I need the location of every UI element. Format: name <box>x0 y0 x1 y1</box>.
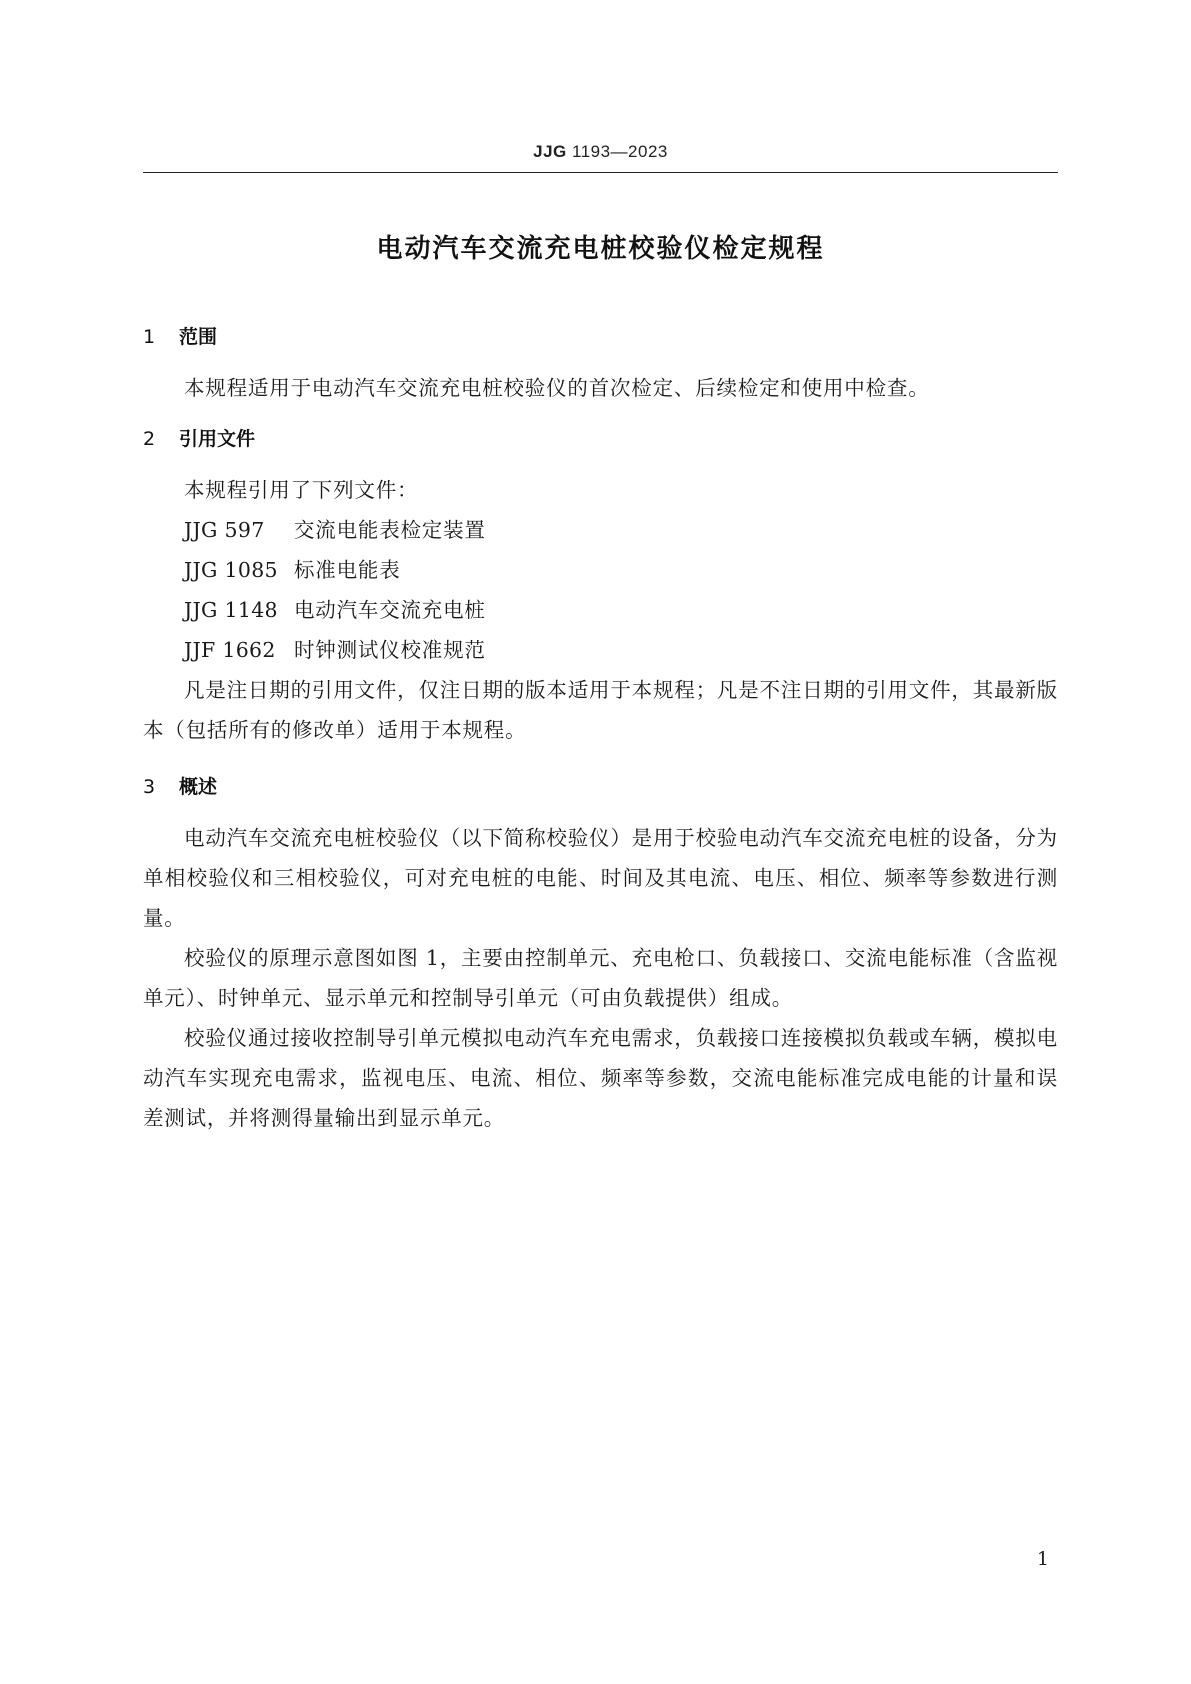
references-note: 凡是注日期的引用文件，仅注日期的版本适用于本规程；凡是不注日期的引用文件，其最新版本（包括所有的修改单）适用于本规程。 <box>143 678 1058 742</box>
section-number: 1 <box>143 326 156 348</box>
reference-name: 时钟测试仪校准规范 <box>294 638 486 662</box>
document-body <box>143 320 1058 1138</box>
reference-name: 标准电能表 <box>294 558 401 582</box>
reference-item <box>143 510 1058 550</box>
overview-paragraph: 校验仪的原理示意图如图 1，主要由控制单元、充电枪口、负载接口、交流电能标准（含监视单元）、时钟单元、显示单元和控制导引单元（可由负载提供）组成。 <box>143 946 1058 1010</box>
standard-code-number: 1193—2023 <box>572 142 668 161</box>
reference-code: JJF 1662 <box>184 638 276 662</box>
section-number: 3 <box>143 776 156 798</box>
scope-paragraph: 本规程适用于电动汽车交流充电桩校验仪的首次检定、后续检定和使用中检查。 <box>184 376 930 400</box>
page-number: 1 <box>1036 1548 1049 1570</box>
document-title: 电动汽车交流充电桩校验仪检定规程 <box>376 234 825 264</box>
overview-paragraph: 电动汽车交流充电桩校验仪（以下简称校验仪）是用于校验电动汽车交流充电桩的设备，分为单相校验仪和三相校验仪，可对充电桩的电能、时间及其电流、电压、相位、频率等参数进行测量。 <box>143 826 1058 930</box>
reference-item <box>143 550 1058 590</box>
section-title: 概述 <box>179 776 218 798</box>
section-title: 范围 <box>179 326 218 348</box>
reference-code: JJG 1085 <box>184 558 278 582</box>
section-title: 引用文件 <box>179 428 256 450</box>
reference-code: JJG 597 <box>184 518 265 542</box>
standard-code-prefix: JJG <box>533 142 567 161</box>
reference-code: JJG 1148 <box>184 598 278 622</box>
overview-paragraph: 校验仪通过接收控制导引单元模拟电动汽车充电需求，负载接口连接模拟负载或车辆，模拟电动汽车实现充电需求，监视电压、电流、相位、频率等参数，交流电能标准完成电能的计量和误差测试，并将测得量输出到显示单元。 <box>143 1026 1058 1130</box>
header-divider <box>143 172 1058 173</box>
reference-name: 电动汽车交流充电桩 <box>294 598 486 622</box>
section-number: 2 <box>143 428 156 450</box>
references-intro: 本规程引用了下列文件： <box>184 478 419 502</box>
reference-item <box>143 590 1058 630</box>
section-heading-references <box>143 422 1058 456</box>
standard-code-header <box>143 142 1058 162</box>
reference-name: 交流电能表检定装置 <box>294 518 486 542</box>
section-heading-overview <box>143 770 1058 804</box>
section-heading-scope <box>143 320 1058 354</box>
reference-item <box>143 630 1058 670</box>
